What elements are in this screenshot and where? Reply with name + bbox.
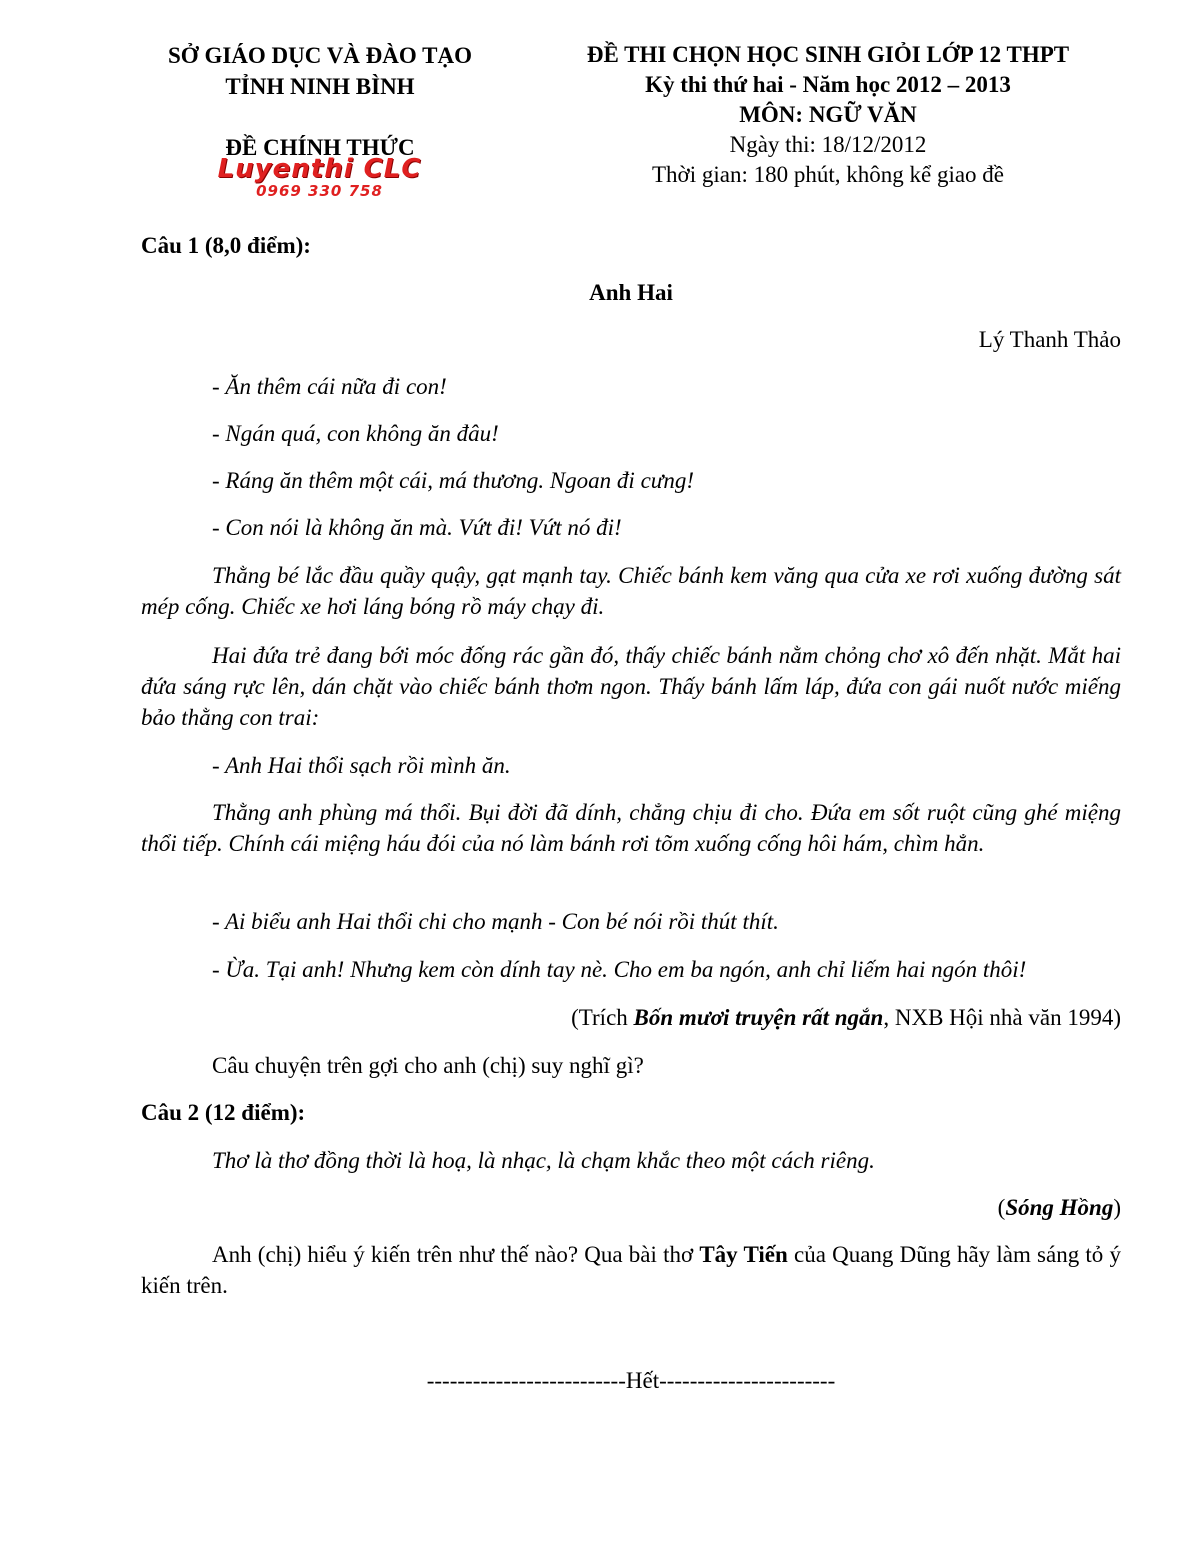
quote-author: Sóng Hồng xyxy=(1005,1195,1114,1220)
header-left xyxy=(140,40,500,163)
dialogue-line: - Con nói là không ăn mà. Vứt đi! Vứt nó đi! xyxy=(212,515,622,540)
story-author: Lý Thanh Thảo xyxy=(978,327,1121,352)
story-paragraph: Hai đứa trẻ đang bới móc đống rác gần đó, thấy chiếc bánh nằm chỏng chơ xô đến nhặt. Mắt hai đứa sáng rực lên, dán chặt vào chiếc bánh thơm ngon. Thấy bánh lấm láp, đứa con gái nuốt nước miếng bảo thằng con trai: xyxy=(141,643,1121,730)
exam-subject: MÔN: NGỮ VĂN xyxy=(739,102,917,127)
logo-phone: 0969 330 758 xyxy=(256,182,383,200)
dialogue-line: - Ai biểu anh Hai thổi chi cho mạnh - Con bé nói rồi thút thít. xyxy=(212,909,779,934)
dialogue-line: - Ăn thêm cái nữa đi con! xyxy=(212,374,447,399)
source-book: Bốn mươi truyện rất ngắn xyxy=(633,1005,884,1030)
q1-heading: Câu 1 (8,0 điểm): xyxy=(141,233,311,258)
attribution-open: ( xyxy=(997,1195,1006,1220)
attribution-close: ) xyxy=(1113,1195,1121,1220)
official-label: ĐỀ CHÍNH THỨC xyxy=(225,135,415,160)
dialogue-line: - Ngán quá, con không ăn đâu! xyxy=(212,421,499,446)
task-poem: Tây Tiến xyxy=(699,1242,788,1267)
task-prefix: Anh (chị) hiểu ý kiến trên như thế nào? Qua bài thơ xyxy=(212,1242,700,1267)
exam-title: ĐỀ THI CHỌN HỌC SINH GIỎI LỚP 12 THPT xyxy=(586,42,1070,67)
story-paragraph: Thằng anh phùng má thổi. Bụi đời đã dính, chẳng chịu đi cho. Đứa em sốt ruột cũng ghé miệng thổi tiếp. Chính cái miệng háu đói của nó làm bánh rơi tõm xuống cống hôi hám, chìm hẳn. xyxy=(141,800,1121,856)
q2-quote: Thơ là thơ đồng thời là hoạ, là nhạc, là chạm khắc theo một cách riêng. xyxy=(212,1148,875,1173)
story-title: Anh Hai xyxy=(589,280,673,305)
exam-duration: Thời gian: 180 phút, không kể giao đề xyxy=(652,162,1004,187)
exam-date: Ngày thi: 18/12/2012 xyxy=(729,132,927,157)
exam-session: Kỳ thi thứ hai - Năm học 2012 – 2013 xyxy=(645,72,1011,97)
q2-task xyxy=(141,1239,1121,1301)
story-source xyxy=(141,1002,1121,1033)
source-suffix: , NXB Hội nhà văn 1994) xyxy=(883,1005,1121,1030)
task-suffix: của Quang Dũng hãy làm sáng tỏ ý kiến trên. xyxy=(141,1242,1121,1298)
end-marker: --------------------------Hết----------------------- xyxy=(426,1368,836,1393)
logo-text: Luyenthi CLC xyxy=(217,154,422,184)
quote-attribution xyxy=(141,1192,1121,1223)
story-paragraph: Thằng bé lắc đầu quầy quậy, gạt mạnh tay. Chiếc bánh kem văng qua cửa xe rơi xuống đường sát mép cống. Chiếc xe hơi láng bóng rồ máy chạy đi. xyxy=(141,563,1121,619)
dialogue-line: - Ừa. Tại anh! Nhưng kem còn dính tay nè. Cho em ba ngón, anh chỉ liếm hai ngón thôi! xyxy=(212,957,1027,982)
province-name: TỈNH NINH BÌNH xyxy=(225,74,415,99)
department-name: SỞ GIÁO DỤC VÀ ĐÀO TẠO xyxy=(168,43,472,68)
dialogue-line: - Anh Hai thổi sạch rồi mình ăn. xyxy=(212,753,511,778)
watermark-logo xyxy=(207,156,432,204)
q2-heading: Câu 2 (12 điểm): xyxy=(141,1100,306,1125)
dialogue-line: - Ráng ăn thêm một cái, má thương. Ngoan đi cưng! xyxy=(212,468,694,493)
q1-question: Câu chuyện trên gợi cho anh (chị) suy nghĩ gì? xyxy=(212,1053,644,1078)
source-prefix: (Trích xyxy=(571,1005,634,1030)
header-right xyxy=(548,40,1108,190)
